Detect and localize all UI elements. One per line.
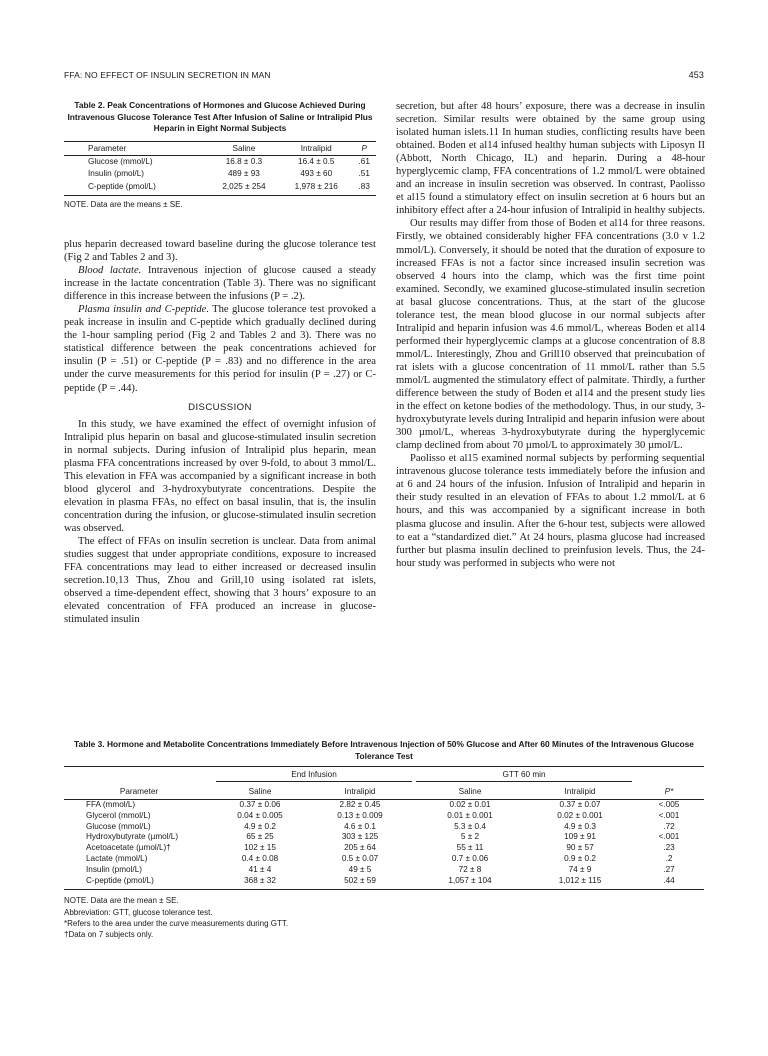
table-cell: 1,012 ± 115	[526, 876, 634, 890]
table-cell: 0.04 ± 0.005	[237, 810, 283, 820]
table-cell: 4.9 ± 0.3	[564, 821, 596, 831]
table-cell: 502 ± 59	[306, 876, 414, 890]
group-header: GTT 60 min	[416, 770, 632, 782]
table-2	[64, 100, 376, 209]
run-in-heading: Plasma insulin and C-peptide.	[78, 304, 209, 316]
table-cell: 493 ± 60	[300, 169, 333, 179]
table-cell: .61	[358, 156, 370, 166]
table-3-caption-text: Hormone and Metabolite Concentrations Immediately Before Intravenous Injection of 50% Glucose and After 60 Minutes of the Intravenous Glucose Tolerance Test	[106, 739, 694, 761]
table-cell: 55 ± 11	[456, 843, 484, 853]
table-header-row	[64, 784, 704, 800]
table-cell: 0.37 ± 0.06	[239, 800, 281, 809]
table-3-grid	[64, 766, 704, 890]
table-group-header-row	[64, 767, 704, 785]
paragraph: Our results may differ from those of Boden et al14 for three reasons. Firstly, we obtained considerably higher FFA concentrations (3.0 v 1.2 mmol/L). Conversely, it should be noted that the duration of exposure to increased FFAs is not a factor since increased insulin secretion was observed 4 hours into the clamp, which was the first time point examined. Secondly, we examined glucose-stimulated insulin secretion at basal glucose concentrations. Thus, at the start of the glucose tolerance test, the mean blood glucose in our normal subjects after Intralipid and heparin infusion was 4.6 mmol/L, whereas Boden et al14 performed their hyperglycemic clamps at a glucose concentration of 8.8 mmol/L. Interestingly, Zhou and Grill10 observed that preincubation of rat islets with a glucose concentration of 11 mmol/L rather than 5.5 mmol/L augmented the stimulatory effect of palmitate. Thirdly, a further difference between the study of Boden et al14 and the present study lies in the effect on ketone bodies of the methodology. Thus, in our study, 3-hydroxybutyrate levels during Intralipid and heparin infusion were about 300 µmol/L, whereas 3-hydroxybutyrate during the hyperglycemic clamp declined from about 70 µmol/L to approximately 30 µmol/L.	[396, 218, 705, 452]
table-cell: <.001	[658, 810, 680, 820]
table-cell: 303 ± 125	[341, 832, 379, 842]
table-row	[64, 181, 376, 196]
column-header: P	[352, 141, 376, 155]
table-cell: .2	[665, 853, 673, 863]
table-row	[64, 843, 704, 854]
column-header: Parameter	[64, 141, 208, 155]
paragraph: Paolisso et al15 examined normal subjects by performing sequential intravenous glucose tolerance tests immediately before the infusion and at 6 and 24 hours of the infusion. Infusion of Intralipid and heparin in their study resulted in an elevation of FFAs to about 1.2 mmol/L at 6 hours, and this was accompanied by a significant increase in both plasma glucose and insulin. After the 6-hour test, subjects were allowed to eat a “standardized diet.” At 24 hours, plasma glucose had increased further but plasma insulin declined to preinfusion levels. Thus, the 24-hour study was performed in subjects who were not	[396, 453, 705, 569]
table-row	[64, 168, 376, 181]
table-cell: Insulin (pmol/L)	[88, 169, 144, 179]
table-cell: 72 ± 8	[458, 864, 482, 874]
table-cell: 5 ± 2	[460, 832, 480, 842]
table-cell: 4.6 ± 0.1	[344, 821, 376, 831]
column-header: Intralipid	[306, 784, 414, 800]
column-header: Intralipid	[280, 141, 352, 155]
column-header: Intralipid	[526, 784, 634, 800]
table-cell: 16.4 ± 0.5	[298, 156, 335, 166]
run-in-heading: Blood lactate.	[78, 265, 142, 277]
table-cell: 2,025 ± 254	[208, 181, 280, 196]
table-cell: C-peptide (pmol/L)	[64, 181, 208, 196]
table-3-caption	[64, 739, 704, 762]
table-3-label: Table 3.	[74, 739, 105, 749]
table-cell: .27	[663, 864, 675, 874]
paragraph-text: Intravenous injection of glucose caused a steady increase in the lactate concentration (Table 3). There was no significant difference in this increase between the infusions (P = .2).	[64, 265, 376, 303]
table-cell: 5.3 ± 0.4	[454, 821, 486, 831]
table-3-notes	[64, 895, 704, 940]
paragraph: In this study, we have examined the effect of overnight infusion of Intralipid plus heparin on basal and glucose-stimulated insulin secretion in normal subjects. During infusion of Intralipid plus heparin, mean plasma FFA concentrations increased by over 9-fold, to about 3 mmol/L. This elevation in FFA was accompanied by a significant increase in both blood glycerol and 3-hydroxybutyrate concentrations. Despite the elevation in plasma FFAs, no effect on basal insulin, that is, the insulin concentration during the infusion, or glucose-stimulated insulin secretion was observed.	[64, 418, 376, 534]
table-row	[64, 854, 704, 865]
table-cell: Insulin (pmol/L)	[86, 864, 142, 874]
table-cell: 368 ± 32	[214, 876, 306, 890]
table-cell: 41 ± 4	[248, 864, 272, 874]
table-cell: 16.8 ± 0.3	[225, 156, 263, 166]
running-title: FFA: NO EFFECT OF INSULIN SECRETION IN MAN	[64, 70, 271, 80]
table-row	[64, 800, 704, 811]
column-header: Parameter	[64, 784, 214, 800]
table-cell: FFA (mmol/L)	[86, 800, 136, 809]
table-cell: 0.9 ± 0.2	[564, 853, 596, 863]
table-cell: 49 ± 5	[348, 864, 372, 874]
table-row	[64, 822, 704, 833]
table-row	[64, 865, 704, 876]
table-2-note: NOTE. Data are the means ± SE.	[64, 200, 183, 210]
table-2-grid	[64, 141, 376, 197]
table-cell: 1,978 ± 216	[280, 181, 352, 196]
table-note: NOTE. Data are the mean ± SE.	[64, 896, 179, 906]
paragraph: plus heparin decreased toward baseline during the glucose tolerance test (Fig 2 and Tables 2 and 3).	[64, 239, 376, 264]
table-2-caption	[64, 100, 376, 135]
table-note: *Refers to the area under the curve measurements during GTT.	[64, 918, 289, 928]
paragraph	[64, 303, 376, 394]
table-cell: 489 ± 93	[228, 169, 260, 179]
paragraph-text: The glucose tolerance test provoked a peak increase in insulin and C-peptide which gradually declined during the 1-hour sampling period (Fig 2 and Tables 2 and 3). There was no statistical difference between the peak concentrations achieved for insulin (P = .51) or C-peptide (P = .83) and no difference in the area under the curve measurements for this period for insulin (P = .27) or C-peptide (P = .44).	[64, 304, 376, 394]
table-cell: 4.9 ± 0.2	[244, 821, 276, 831]
right-column	[396, 100, 705, 570]
table-cell: 205 ± 64	[344, 843, 376, 853]
table-cell: .83	[352, 181, 376, 196]
paragraph: The effect of FFAs on insulin secretion is unclear. Data from animal studies suggest that under appropriate conditions, exposure to increased FFA concentrations may lead to either increased or decreased insulin secretion.10,13 Thus, Zhou and Grill,10 using isolated rat islets, observed a time-dependent effect, showing that 3 hours’ exposure to an elevated concentration of FFA produced an increase in glucose-stimulated insulin	[64, 536, 376, 626]
table-cell: 90 ± 57	[566, 843, 594, 853]
table-cell: .23	[663, 843, 675, 853]
paragraph: secretion, but after 48 hours’ exposure, there was a decrease in insulin secretion. Similar results were obtained by the same group using isolated human islets.11 In human studies, conflicting results have been obtained. Boden et al14 infused healthy human subjects with Liposyn II (Abbott, North Chicago, IL) and heparin. During a 48-hour hyperglycemic clamp, FFA concentrations of 1.2 mmol/L were obtained and an increase in insulin secretion was observed. In contrast, Paolisso et al15 found a stimulatory effect on insulin secretion at 6 hours but an inhibitory effect after a 24-hour infusion of Intralipid in healthy subjects.	[396, 101, 705, 217]
column-header: Saline	[414, 784, 526, 800]
table-cell: Glucose (mmol/L)	[86, 821, 151, 831]
table-3	[64, 739, 704, 941]
table-cell: Acetoacetate (µmol/L)†	[86, 843, 171, 853]
table-cell: <.001	[658, 832, 680, 842]
table-row	[64, 832, 704, 843]
table-cell: 65 ± 25	[246, 832, 274, 842]
table-cell: C-peptide (pmol/L)	[64, 876, 214, 890]
table-header-row	[64, 141, 376, 155]
table-cell: 1,057 ± 104	[414, 876, 526, 890]
table-cell: 0.01 ± 0.001	[447, 810, 493, 820]
page-number: 453	[688, 70, 704, 80]
table-cell: Hydroxybutyrate (µmol/L)	[86, 832, 179, 842]
table-row	[64, 155, 376, 168]
table-cell: 109 ± 91	[564, 832, 596, 842]
table-cell: Glycerol (mmol/L)	[86, 810, 151, 820]
table-row	[64, 811, 704, 822]
table-cell: 0.37 ± 0.07	[559, 800, 601, 809]
table-cell: 0.02 ± 0.01	[449, 800, 491, 809]
table-cell: 74 ± 9	[568, 864, 592, 874]
table-cell: .44	[634, 876, 704, 890]
table-2-label: Table 2.	[74, 100, 105, 110]
column-header: Saline	[214, 784, 306, 800]
table-note: Abbreviation: GTT, glucose tolerance test.	[64, 907, 213, 917]
table-cell: Lactate (mmol/L)	[86, 853, 148, 863]
column-header: Saline	[208, 141, 280, 155]
table-row	[64, 876, 704, 890]
table-cell: 0.5 ± 0.07	[341, 853, 379, 863]
paragraph	[64, 264, 376, 303]
table-cell: 0.13 ± 0.009	[337, 810, 383, 820]
table-cell: 2.82 ± 0.45	[339, 800, 381, 809]
table-cell: <.005	[658, 800, 680, 809]
left-column	[64, 238, 376, 626]
table-2-caption-text: Peak Concentrations of Hormones and Glucose Achieved During Intravenous Glucose Tolerance Test After Infusion of Saline or Intralipid Plus Heparin in Eight Normal Subjects	[67, 100, 373, 133]
table-cell: 102 ± 15	[244, 843, 276, 853]
table-cell: .72	[663, 821, 675, 831]
table-cell: 0.7 ± 0.06	[451, 853, 489, 863]
table-cell: 0.02 ± 0.001	[557, 810, 603, 820]
table-cell: 0.4 ± 0.08	[241, 853, 279, 863]
column-header: P*	[634, 784, 704, 800]
table-cell: Glucose (mmol/L)	[88, 156, 153, 166]
section-heading: DISCUSSION	[188, 401, 252, 413]
table-cell: .51	[358, 169, 370, 179]
group-header: End Infusion	[216, 770, 412, 782]
table-note: †Data on 7 subjects only.	[64, 930, 154, 940]
